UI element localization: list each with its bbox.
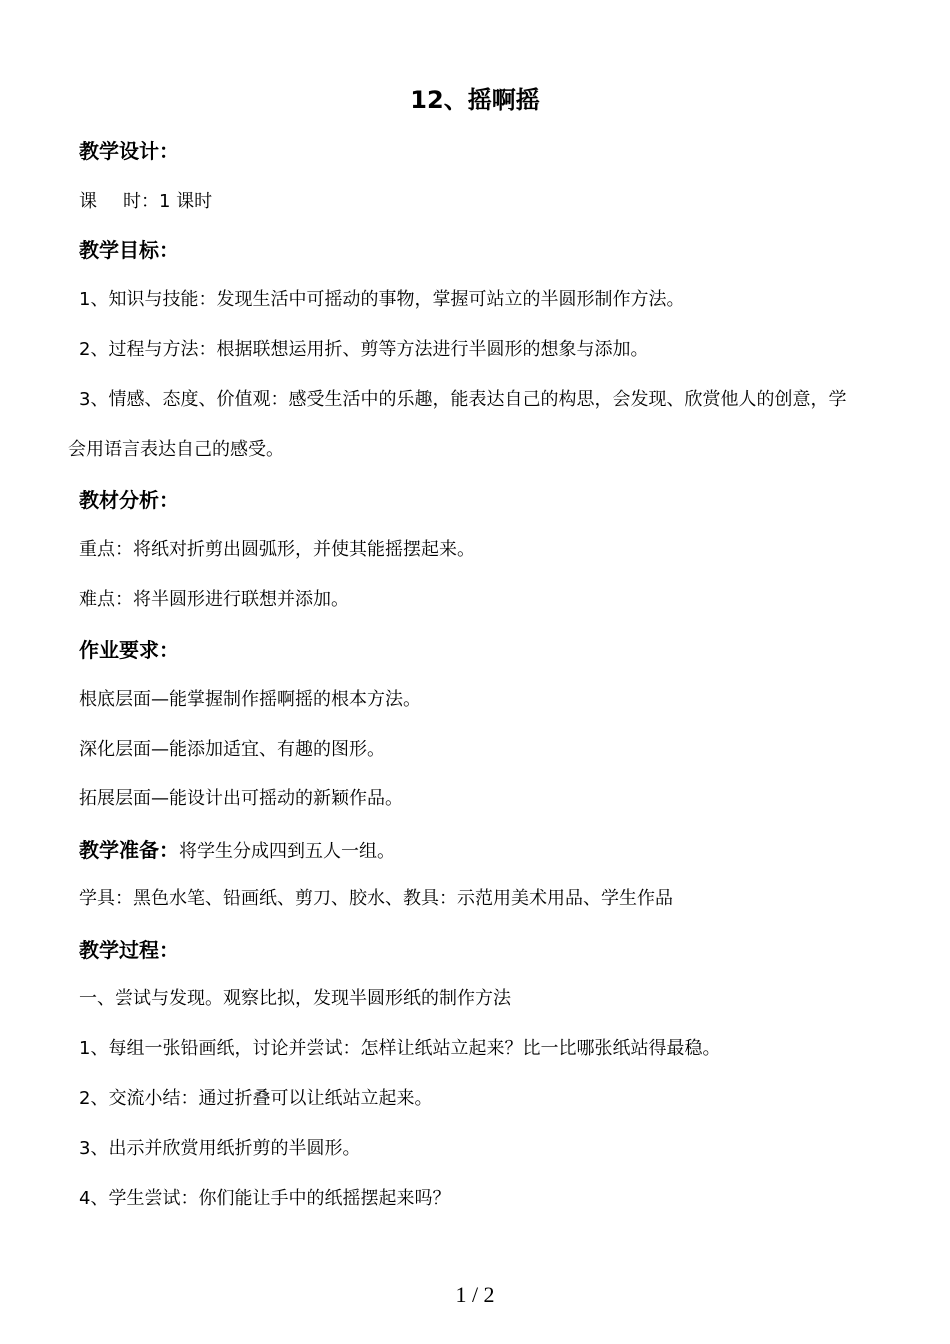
- design-heading: 教学设计：: [79, 139, 179, 163]
- process-part-1: 一、尝试与发现。观察比拟，发现半圆形纸的制作方法: [79, 988, 511, 1009]
- objective-1: 1、知识与技能：发现生活中可摇动的事物，掌握可站立的半圆形制作方法。: [79, 289, 685, 310]
- objective-3-line-2: 会用语言表达自己的感受。: [68, 439, 284, 460]
- process-step-4: 4、学生尝试：你们能让手中的纸摇摆起来吗？: [79, 1188, 451, 1209]
- key-point: 重点：将纸对折剪出圆弧形，并使其能摇摆起来。: [79, 539, 475, 560]
- difficulty: 难点：将半圆形进行联想并添加。: [79, 589, 349, 610]
- preparation-line: [79, 837, 395, 865]
- homework-heading: 作业要求：: [79, 638, 179, 662]
- preparation-heading: 教学准备：: [79, 838, 179, 862]
- objective-3-line-1: 3、情感、态度、价值观：感受生活中的乐趣，能表达自己的构思，会发现、欣赏他人的创意，学: [79, 389, 847, 410]
- class-hours-label: 课: [79, 191, 97, 212]
- preparation-text: 将学生分成四到五人一组。: [179, 841, 395, 862]
- homework-level-1: 根底层面—能掌握制作摇啊摇的根本方法。: [79, 689, 421, 710]
- process-step-2: 2、交流小结：通过折叠可以让纸站立起来。: [79, 1088, 433, 1109]
- process-heading: 教学过程：: [79, 938, 179, 962]
- tools-list: 学具：黑色水笔、铅画纸、剪刀、胶水、教具：示范用美术用品、学生作品: [79, 888, 673, 909]
- homework-level-2: 深化层面—能添加适宜、有趣的图形。: [79, 739, 385, 760]
- objectives-heading: 教学目标：: [79, 238, 179, 262]
- objective-2: 2、过程与方法：根据联想运用折、剪等方法进行半圆形的想象与添加。: [79, 339, 649, 360]
- analysis-heading: 教材分析：: [79, 488, 179, 512]
- document-title: 12、摇啊摇: [410, 86, 540, 114]
- process-step-3: 3、出示并欣赏用纸折剪的半圆形。: [79, 1138, 361, 1159]
- homework-level-3: 拓展层面—能设计出可摇动的新颖作品。: [79, 788, 403, 809]
- class-hours-value: 时：1 课时: [123, 191, 213, 212]
- class-hours: [79, 189, 212, 215]
- page-number: 1 / 2: [455, 1282, 495, 1307]
- process-step-1: 1、每组一张铅画纸，讨论并尝试：怎样让纸站立起来？比一比哪张纸站得最稳。: [79, 1038, 721, 1059]
